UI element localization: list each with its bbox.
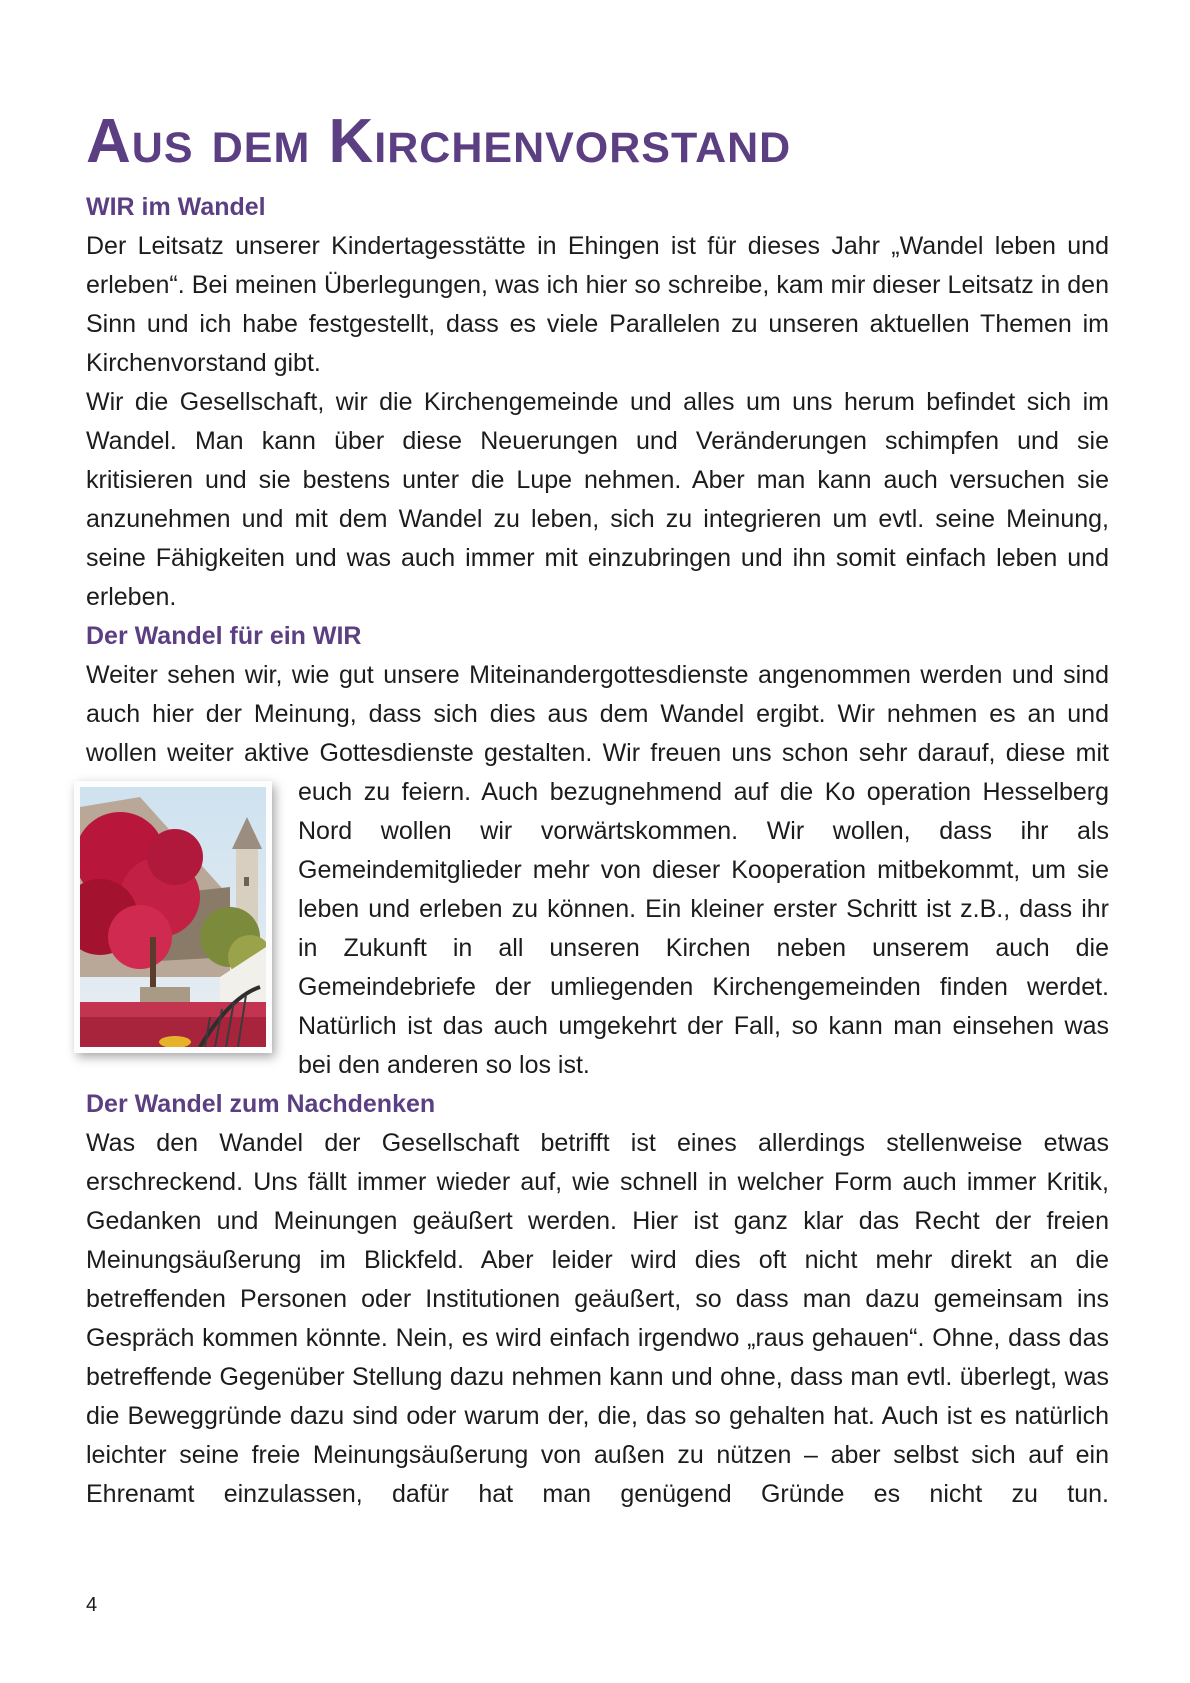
section-heading-wandel-fuer-ein-wir: Der Wandel für ein WIR xyxy=(86,622,362,650)
paragraph-with-photo xyxy=(86,656,1109,1085)
paragraph: Wir die Gesellschaft, wir die Kirchengemeinde und alles um uns herum befindet sich im Wandel. Man kann über diese Neuerungen und Veränderungen schimpfen und sie kritisieren und sie bestens unter die Lupe nehmen. Aber man kann auch versuchen sie anzunehmen und mit dem Wandel zu leben, sich zu integrieren um evtl. seine Meinung, seine Fähigkeiten und was auch immer mit einzubringen und ihn somit einfach leben und erleben. xyxy=(86,388,1109,611)
page-number: 4 xyxy=(86,1594,98,1616)
church-autumn-photo xyxy=(74,781,272,1053)
article xyxy=(86,96,1109,1514)
paragraph: Was den Wandel der Gesellschaft betrifft ist eines allerdings stellenweise etwas erschreckend. Uns fällt immer wieder auf, wie schnell in welcher Form auch immer Kritik, Gedanken und Meinungen geäußert werden. Hier ist ganz klar das Recht der freien Meinungsäußerung im Blickfeld. Aber leider wird dies oft nicht mehr direkt an die betreffenden Personen oder Institutionen geäußert, so dass man dazu gemeinsam ins Gespräch kommen könnte. Nein, es wird einfach irgendwo „raus gehauen“. Ohne, dass das betreffende Gegenüber Stellung dazu nehmen kann und ohne, dass man evtl. überlegt, was die Beweggründe dazu sind oder warum der, die, das so gehalten hat. Auch ist es natürlich leichter seine freie Meinungsäußerung von außen zu nützen – aber selbst sich auf ein Ehrenamt einzulassen, dafür hat man genügend Gründe es nicht zu tun. xyxy=(86,1129,1109,1508)
paragraph-text: Weiter sehen wir, wie gut unsere Miteinandergottesdienste angenommen werden und sind auch hier der Meinung, dass sich dies aus dem Wandel ergibt. Wir nehmen es an und wollen weiter aktive Gottesdienste gestalten. Wir freuen uns schon sehr darauf, diese mit euch zu feiern. Auch bezugnehmend auf die Ko xyxy=(86,661,1109,806)
section-heading-wir-im-wandel: WIR im Wandel xyxy=(86,193,266,221)
page-title: Aus dem Kirchenvorstand xyxy=(86,107,792,176)
section-body-with-photo xyxy=(86,656,1109,1085)
paragraph-text-continued: operation Hesselberg Nord wollen wir vorwärtskommen. Wir wollen, dass ihr als Gemeindemitglieder mehr von dieser Kooperation mitbekommt, um sie leben und erleben zu können. Ein kleiner erster Schritt ist z.B., dass ihr in Zukunft in all unseren Kirchen neben unserem auch die Gemeindebriefe der umliegenden Kirchengemeinden finden werdet. Natürlich ist das auch umgekehrt der Fall, so kann man einsehen was bei den anderen so los ist. xyxy=(298,778,1109,1079)
paragraph: Der Leitsatz unserer Kindertagesstätte in Ehingen ist für dieses Jahr „Wandel leben und erleben“. Bei meinen Überlegungen, was ich hier so schreibe, kam mir dieser Leitsatz in den Sinn und ich habe festgestellt, dass es viele Parallelen zu unseren aktuellen Themen im Kirchenvorstand gibt. xyxy=(86,232,1109,377)
section-heading-wandel-zum-nachdenken: Der Wandel zum Nachdenken xyxy=(86,1090,436,1118)
photo-image xyxy=(80,787,266,1047)
